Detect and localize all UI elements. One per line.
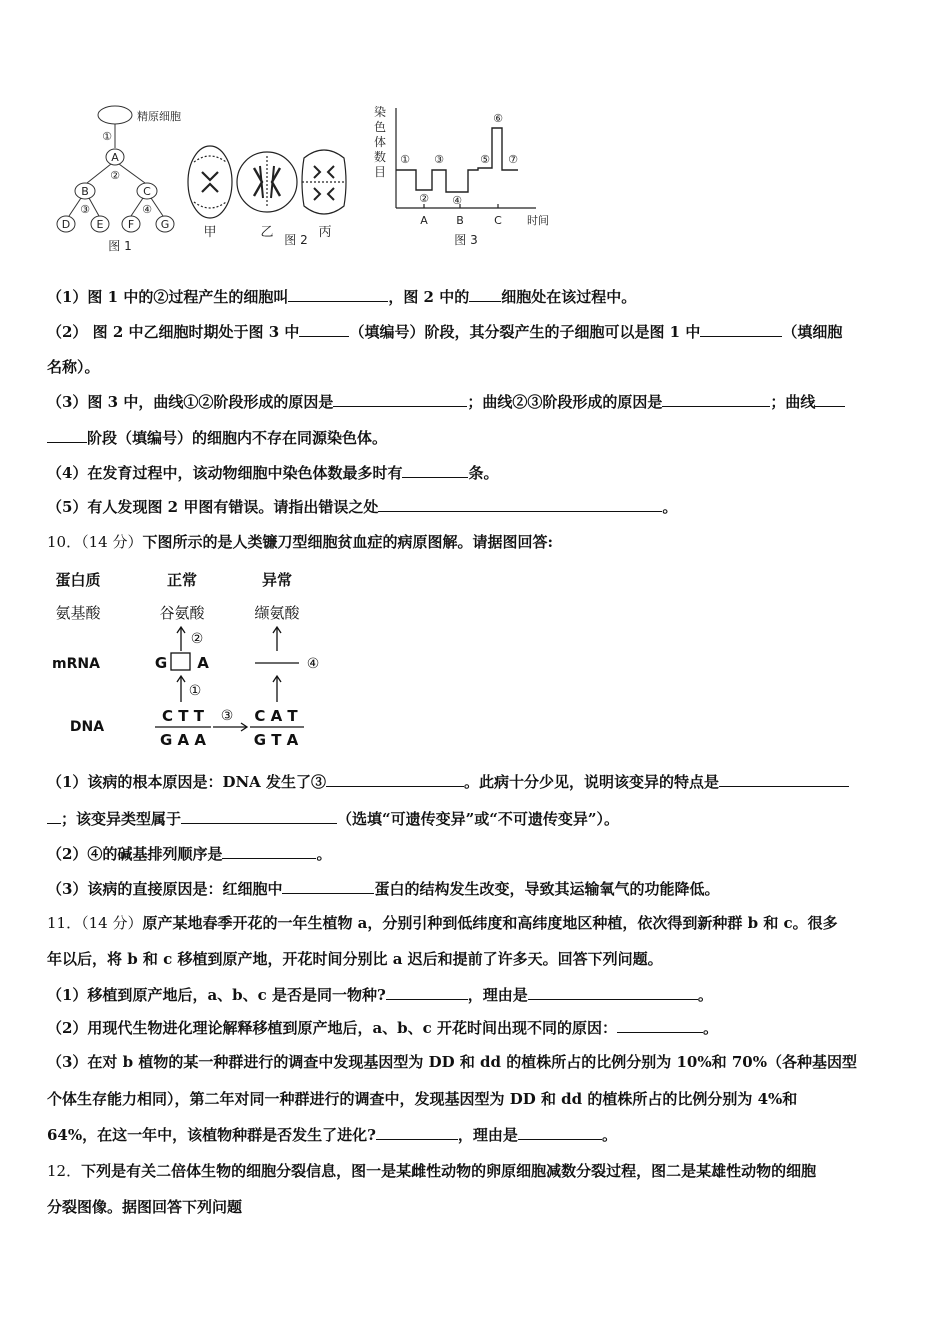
blank[interactable] (47, 823, 61, 824)
step-1: ① (188, 683, 202, 699)
q11-part-1: （1）移植到原产地后，a、b、c 是否是同一物种? ，理由是 。 (47, 986, 713, 1004)
blank[interactable] (282, 893, 374, 894)
q12-stem: 12．下列是有关二倍体生物的细胞分裂信息，图一是某雌性动物的卵原细胞减数分裂过程，图二是某雄性动物的细胞 (47, 1162, 817, 1180)
q11-part-3-cont: 个体生存能力相同），第二年对同一种群进行的调查中，发现基因型为 DD 和 dd 的植株所占的比例分别为 4%和 (47, 1090, 798, 1108)
blank[interactable] (386, 999, 468, 1000)
marker-7: ⑦ (508, 153, 518, 166)
q9-part-5: （5）有人发现图 2 甲图有错误。请指出错误之处 。 (47, 498, 678, 516)
question-number: 10．（14 分） (47, 533, 143, 551)
blank[interactable] (47, 442, 87, 443)
label-step-3: ③ (80, 203, 90, 216)
label-a: A (111, 151, 119, 164)
q9-part-4: （4）在发育过程中，该动物细胞中染色体数最多时有 条。 (47, 464, 499, 482)
label-f: F (127, 218, 135, 231)
question-number: 12． (47, 1162, 82, 1180)
q11-part-2: （2）用现代生物进化理论解释移植到原产地后，a、b、c 开花时间出现不同的原因： 。 (47, 1019, 719, 1037)
blank[interactable] (662, 406, 770, 407)
cell-jia (188, 146, 232, 218)
q10-stem: 10．（14 分）下图所示的是人类镰刀型细胞贫血症的病原图解。请据图回答: (47, 533, 553, 551)
q11-stem: 11．（14 分）原产某地春季开花的一年生植物 a，分别引种到低纬度和高纬度地区种植，依次得到新种群 b 和 c。很多 (47, 914, 838, 932)
dna-normal-top: C T T (162, 707, 204, 725)
aa-glutamic: 谷氨酸 (159, 604, 205, 622)
figure-1-caption: 图 1 (108, 239, 132, 253)
q10-part-1: （1）该病的根本原因是：DNA 发生了③ 。此病十分少见，说明该变异的特点是 (47, 772, 849, 792)
figure-3-chromosome-graph (368, 100, 568, 260)
q11-part-3: （3）在对 b 植物的某一种群进行的调查中发现基因型为 DD 和 dd 的植株所占的比例分别为 10%和 70%（各种基因型 (47, 1053, 857, 1071)
q9-part-3: （3）图 3 中，曲线①②阶段形成的原因是 ；曲线②③阶段形成的原因是 ；曲线 (47, 392, 845, 412)
label-g: G (160, 218, 170, 231)
xlabel-c: C (494, 214, 502, 227)
label-e: E (96, 218, 104, 231)
figure-2-caption: 图 2 (284, 233, 308, 247)
ylabel-char-2: 色 (373, 120, 387, 134)
mrna-g: G (154, 654, 168, 672)
aa-valine: 缬氨酸 (254, 604, 300, 622)
blank[interactable] (402, 477, 468, 478)
label-yi: 乙 (260, 225, 274, 240)
label-spermatogonium: 精原细胞 (137, 110, 181, 123)
row-amino-acid: 氨基酸 (55, 604, 101, 622)
blank[interactable] (376, 1139, 458, 1140)
marker-5: ⑤ (480, 153, 490, 166)
ylabel-char-1: 染 (373, 105, 387, 119)
figure-3-caption: 图 3 (454, 233, 478, 247)
label-b: B (81, 185, 89, 198)
figure-q10-sickle-cell (45, 565, 345, 755)
mrna-blank-box (171, 653, 190, 670)
dna-normal-bottom: G A A (160, 731, 206, 749)
chromosome-curve (396, 128, 518, 192)
blank[interactable] (815, 406, 845, 407)
question-number: 11．（14 分） (47, 914, 143, 932)
step-2: ② (190, 631, 204, 647)
blank[interactable] (333, 406, 467, 407)
ylabel-char-4: 数 (373, 150, 387, 164)
label-d: D (61, 218, 71, 231)
label-step-1: ① (102, 130, 112, 143)
q12-stem-cont: 分裂图像。据图回答下列问题 (47, 1198, 243, 1216)
mrna-a: A (197, 654, 209, 672)
q9-part-2: （2） 图 2 中乙细胞时期处于图 3 中 （填编号）阶段，其分裂产生的子细胞可以是图 1 中 （填细胞 (47, 323, 843, 341)
marker-6: ⑥ (493, 112, 503, 125)
marker-3: ③ (434, 153, 444, 166)
label-c: C (143, 185, 151, 198)
label-jia: 甲 (203, 225, 217, 240)
label-step-2: ② (110, 169, 120, 182)
blank[interactable] (222, 858, 316, 859)
blank[interactable] (528, 999, 698, 1000)
blank[interactable] (518, 1139, 602, 1140)
blank[interactable] (617, 1032, 703, 1033)
xlabel-a: A (420, 214, 428, 227)
blank[interactable] (719, 786, 849, 787)
blank[interactable] (326, 786, 464, 787)
label-bing: 丙 (318, 225, 332, 240)
q9-part-1: （1）图 1 中的②过程产生的细胞叫 ，图 2 中的 细胞处在该过程中。 (47, 288, 637, 306)
marker-1: ① (400, 153, 410, 166)
q11-stem-cont: 年以后，将 b 和 c 移植到原产地，开花时间分别比 a 迟后和提前了许多天。回答下列问题。 (47, 950, 663, 968)
dna-abnormal-bottom: G T A (253, 731, 299, 749)
row-mrna: mRNA (52, 656, 100, 672)
q9-part-2-cont: 名称）。 (47, 358, 100, 376)
q10-part-3: （3）该病的直接原因是：红细胞中 蛋白的结构发生改变，导致其运输氧气的功能降低。 (47, 880, 720, 898)
header-normal: 正常 (166, 571, 198, 589)
step-4: ④ (306, 656, 320, 672)
q10-part-2: （2）④的碱基排列顺序是 。 (47, 845, 332, 863)
marker-2: ② (419, 192, 429, 205)
ylabel-char-5: 目 (373, 165, 387, 179)
blank[interactable] (700, 336, 782, 337)
figure-2-cell-division (180, 140, 355, 260)
spermatogonium-cell (98, 106, 132, 124)
ylabel-char-3: 体 (373, 135, 387, 149)
step-3: ③ (220, 708, 234, 724)
header-abnormal: 异常 (261, 571, 293, 589)
blank[interactable] (469, 301, 501, 302)
q9-part-3-cont: 阶段（填编号）的细胞内不存在同源染色体。 (47, 428, 387, 448)
xlabel-time: 时间 (527, 214, 549, 227)
label-step-4: ④ (142, 203, 152, 216)
dna-abnormal-top: C A T (254, 707, 298, 725)
q10-part-1-cont: ；该变异类型属于 （选填“可遗传变异”或“不可遗传变异”）。 (47, 809, 619, 829)
blank[interactable] (288, 301, 388, 302)
header-protein: 蛋白质 (55, 571, 101, 589)
blank[interactable] (378, 511, 662, 512)
blank[interactable] (299, 336, 349, 337)
xlabel-b: B (456, 214, 464, 227)
q11-part-3-cont2: 64%，在这一年中，该植物种群是否发生了进化? ，理由是 。 (47, 1126, 617, 1144)
marker-4: ④ (452, 194, 462, 207)
row-dna: DNA (69, 719, 105, 735)
blank[interactable] (181, 823, 337, 824)
